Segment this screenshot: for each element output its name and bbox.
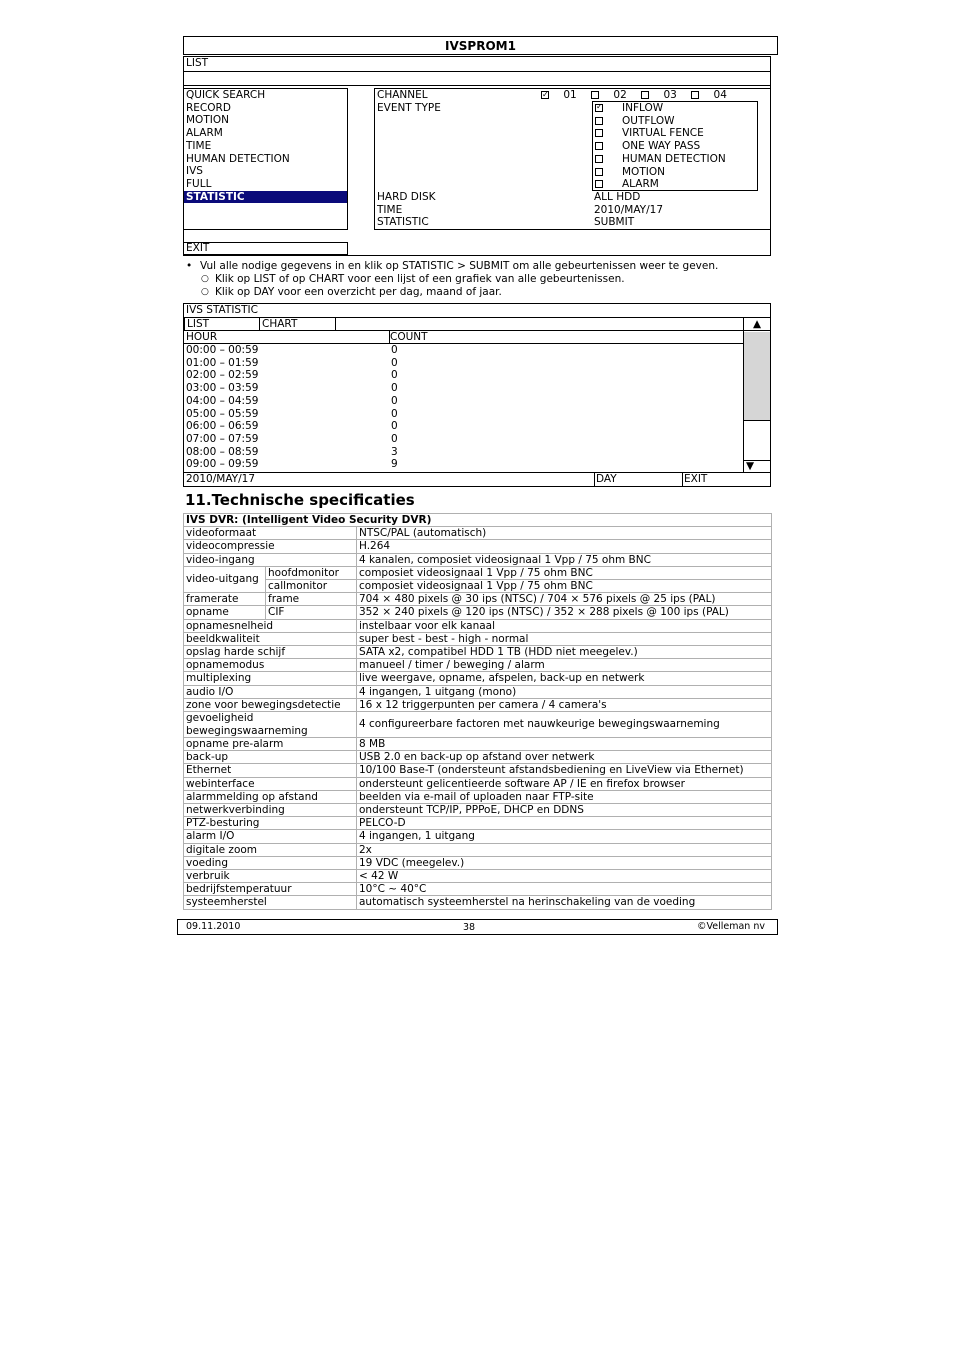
spec-value: 4 ingangen, 1 uitgang (mono) — [357, 685, 772, 698]
exit-button[interactable]: EXIT — [183, 242, 348, 255]
menu-item-ivs[interactable]: IVS — [186, 165, 203, 178]
table-row — [184, 566, 772, 579]
spec-label: back-up — [184, 751, 357, 764]
spec-label: digitale zoom — [184, 843, 357, 856]
channel-02-label: 02 — [613, 89, 627, 101]
spec-sublabel: CIF — [266, 606, 357, 619]
spec-label: multiplexing — [184, 672, 357, 685]
ivs-statistic-screen — [183, 303, 771, 487]
event-one-way-pass-checkbox[interactable] — [595, 142, 603, 150]
spec-label: webinterface — [184, 777, 357, 790]
table-row — [184, 738, 772, 751]
spec-value: 4 ingangen, 1 uitgang — [357, 830, 772, 843]
spec-value: ondersteunt gelicentieerde software AP / IE en firefox browser — [357, 777, 772, 790]
instruction-bullet: • — [186, 260, 193, 272]
spec-value: automatisch systeemherstel na herinschakeling van de voeding — [357, 896, 772, 909]
table-row — [184, 856, 772, 869]
spec-label: systeemherstel — [184, 896, 357, 909]
spec-label: verbruik — [184, 870, 357, 883]
scrollbar[interactable] — [743, 317, 771, 473]
spec-label: opname — [184, 606, 266, 619]
table-row — [184, 593, 772, 606]
channel-03-label: 03 — [663, 89, 677, 101]
menu-item-full[interactable]: FULL — [186, 177, 212, 190]
channel-04-checkbox[interactable] — [691, 91, 699, 99]
spec-label: netwerkverbinding — [184, 804, 357, 817]
spec-value: 2x — [357, 843, 772, 856]
instruction-main: Vul alle nodige gegevens in en klik op STATISTIC > SUBMIT om alle gebeurtenissen weer te geven. — [200, 260, 719, 272]
spec-value: PELCO-D — [357, 817, 772, 830]
event-virtual-fence-checkbox[interactable] — [595, 129, 603, 137]
spec-label: opnamesnelheid — [184, 619, 357, 632]
table-row — [184, 606, 772, 619]
spec-value: manueel / timer / beweging / alarm — [357, 659, 772, 672]
spec-value: 8 MB — [357, 738, 772, 751]
table-row: 07:00 – 07:59 0 — [186, 432, 398, 445]
event-alarm[interactable]: ALARM — [593, 178, 757, 191]
spec-label: voeding — [184, 856, 357, 869]
header-divider-top — [184, 330, 744, 331]
spec-value: < 42 W — [357, 870, 772, 883]
event-outflow-checkbox[interactable] — [595, 117, 603, 125]
day-button[interactable]: DAY — [596, 473, 617, 485]
table-row — [184, 632, 772, 645]
spec-label: video-uitgang — [184, 566, 266, 592]
submit-button[interactable]: SUBMIT — [594, 216, 635, 229]
exit-divider — [682, 472, 683, 486]
spec-label: framerate — [184, 593, 266, 606]
tab-list[interactable]: LIST — [184, 317, 260, 331]
menu-item-quick-search[interactable]: QUICK SEARCH — [186, 89, 266, 101]
column-header-count: COUNT — [390, 331, 428, 343]
menu-item-time[interactable]: TIME — [186, 139, 212, 152]
spec-value: 704 × 480 pixels @ 30 ips (NTSC) / 704 × 576 pixels @ 25 ips (PAL) — [357, 593, 772, 606]
exit-button-statistic[interactable]: EXIT — [684, 473, 708, 485]
tab-spacer — [335, 317, 744, 331]
table-row — [184, 659, 772, 672]
table-row — [184, 883, 772, 896]
table-row — [184, 712, 772, 738]
scroll-down-arrow-icon[interactable]: ▼ — [744, 460, 770, 472]
spec-value: SATA x2, compatibel HDD 1 TB (HDD niet meegelev.) — [357, 646, 772, 659]
table-row: 05:00 – 05:59 0 — [186, 407, 398, 420]
event-inflow[interactable]: ✓ INFLOW — [593, 102, 757, 115]
spec-label: beeldkwaliteit — [184, 632, 357, 645]
tab-chart[interactable]: CHART — [259, 317, 336, 331]
time-value[interactable]: 2010/MAY/17 — [594, 203, 663, 216]
spec-label: PTZ-besturing — [184, 817, 357, 830]
spec-value: 4 configureerbare factoren met nauwkeurige bewegingswaarneming — [357, 712, 772, 738]
list-label: LIST — [186, 57, 209, 69]
statistic-label: STATISTIC — [377, 216, 429, 229]
spec-label: alarm I/O — [184, 830, 357, 843]
event-type-label: EVENT TYPE — [377, 101, 441, 114]
spec-value: beelden via e-mail of uploaden naar FTP-site — [357, 790, 772, 803]
table-row: 00:00 – 00:59 0 — [186, 344, 398, 356]
ivsprom1-screen — [183, 36, 778, 256]
menu-item-human-detection[interactable]: HUMAN DETECTION — [186, 152, 290, 165]
spec-value: 16 x 12 triggerpunten per camera / 4 camera's — [357, 698, 772, 711]
screen-title-bar — [183, 36, 778, 55]
event-human-detection[interactable]: HUMAN DETECTION — [593, 153, 757, 166]
table-row: 04:00 – 04:59 0 — [186, 394, 398, 407]
event-motion[interactable]: MOTION — [593, 166, 757, 179]
spec-value: composiet videosignaal 1 Vpp / 75 ohm BNC — [357, 580, 772, 593]
spec-label: videoformaat — [184, 527, 357, 540]
scrollbar-thumb[interactable] — [744, 332, 770, 421]
table-row: 06:00 – 06:59 0 — [186, 420, 398, 433]
spec-label: videocompressie — [184, 540, 357, 553]
table-row: 01:00 – 01:59 0 — [186, 356, 398, 369]
channel-01-checkbox[interactable] — [541, 91, 549, 99]
event-inflow-checkbox[interactable] — [595, 104, 603, 112]
table-row — [184, 870, 772, 883]
spec-sublabel: frame — [266, 593, 357, 606]
time-label: TIME — [377, 203, 403, 216]
menu-item-motion[interactable]: MOTION — [186, 114, 229, 127]
spec-value: composiet videosignaal 1 Vpp / 75 ohm BNC — [357, 566, 772, 579]
statistic-title: IVS STATISTIC — [186, 304, 258, 316]
table-row — [184, 580, 772, 593]
spec-label: Ethernet — [184, 764, 357, 777]
table-row — [184, 698, 772, 711]
spec-label: zone voor bewegingsdetectie — [184, 698, 357, 711]
spec-value: instelbaar voor elk kanaal — [357, 619, 772, 632]
screen-title: IVSPROM1 — [445, 39, 516, 53]
spec-value: 4 kanalen, composiet videosignaal 1 Vpp / 75 ohm BNC — [357, 553, 772, 566]
spec-value: NTSC/PAL (automatisch) — [357, 527, 772, 540]
event-alarm-checkbox[interactable] — [595, 180, 603, 188]
event-motion-checkbox[interactable] — [595, 168, 603, 176]
right-panel — [374, 88, 771, 230]
table-row — [184, 764, 772, 777]
spec-label: audio I/O — [184, 685, 357, 698]
menu-item-record[interactable]: RECORD — [186, 101, 231, 114]
spec-value: live weergave, opname, afspelen, back-up en netwerk — [357, 672, 772, 685]
footer-page-number: 38 — [463, 922, 476, 933]
spec-label: video-ingang — [184, 553, 357, 566]
spec-sublabel: callmonitor — [266, 580, 357, 593]
table-row: 02:00 – 02:59 0 — [186, 369, 398, 382]
event-outflow[interactable]: OUTFLOW — [593, 115, 757, 128]
channel-02-checkbox[interactable] — [591, 91, 599, 99]
spec-label: opnamemodus — [184, 659, 357, 672]
menu-item-statistic[interactable]: STATISTIC — [184, 191, 347, 203]
sub-bullet-2: ○ — [201, 287, 209, 297]
table-row — [184, 896, 772, 909]
section-title: 11.Technische specificaties — [185, 491, 415, 509]
hard-disk-value[interactable]: ALL HDD — [594, 191, 641, 203]
table-row — [184, 646, 772, 659]
table-row — [184, 540, 772, 553]
channel-label: CHANNEL — [377, 89, 428, 101]
table-row — [184, 553, 772, 566]
spec-value: 10°C ~ 40°C — [357, 883, 772, 896]
column-header-hour: HOUR — [186, 331, 218, 343]
instruction-sub-1: Klik op LIST of op CHART voor een lijst of een grafiek van alle gebeurtenissen. — [215, 273, 625, 285]
channel-01-label: 01 — [563, 89, 577, 101]
spec-sublabel: hoofdmonitor — [266, 566, 357, 579]
menu-item-alarm[interactable]: ALARM — [186, 127, 223, 140]
table-row — [184, 804, 772, 817]
day-divider — [594, 472, 595, 486]
event-one-way-pass[interactable]: ONE WAY PASS — [593, 140, 757, 153]
spec-label: opslag harde schijf — [184, 646, 357, 659]
table-row — [184, 619, 772, 632]
page-footer — [177, 919, 778, 935]
specifications-table — [183, 513, 772, 910]
spec-value: 352 × 240 pixels @ 120 ips (NTSC) / 352 × 288 pixels @ 100 ips (PAL) — [357, 606, 772, 619]
table-row — [184, 514, 772, 527]
table-row — [184, 817, 772, 830]
event-human-detection-checkbox[interactable] — [595, 155, 603, 163]
footer-date: 09.11.2010 — [186, 921, 241, 932]
date-display: 2010/MAY/17 — [186, 473, 255, 485]
list-bar[interactable] — [183, 56, 771, 72]
spec-value: ondersteunt TCP/IP, PPPoE, DHCP en DDNS — [357, 804, 772, 817]
spec-label: gevoeligheid bewegingswaarneming — [184, 712, 357, 738]
blank-separator-line — [183, 85, 771, 86]
hard-disk-label: HARD DISK — [377, 191, 436, 203]
table-row — [184, 527, 772, 540]
table-row — [184, 685, 772, 698]
sub-bullet-1: ○ — [201, 274, 209, 284]
scroll-up-arrow-icon[interactable]: ▲ — [744, 318, 770, 331]
spec-value: 10/100 Base-T (ondersteunt afstandsbediening en LiveView via Ethernet) — [357, 764, 772, 777]
table-row — [184, 830, 772, 843]
table-row — [184, 777, 772, 790]
event-type-list — [592, 101, 758, 191]
spec-header: IVS DVR: (Intelligent Video Security DVR) — [184, 514, 772, 527]
table-row — [184, 843, 772, 856]
table-row: 03:00 – 03:59 0 — [186, 382, 398, 395]
spec-value: H.264 — [357, 540, 772, 553]
column-divider — [389, 330, 390, 344]
event-virtual-fence[interactable]: VIRTUAL FENCE — [593, 127, 757, 140]
left-menu — [183, 88, 348, 230]
table-row — [184, 751, 772, 764]
statistic-rows — [184, 344, 744, 472]
spec-value: USB 2.0 en back-up op afstand over netwerk — [357, 751, 772, 764]
spec-value: super best - best - high - normal — [357, 632, 772, 645]
instruction-sub-2: Klik op DAY voor een overzicht per dag, maand of jaar. — [215, 286, 502, 298]
channel-04-label: 04 — [713, 89, 727, 101]
spec-label: opname pre-alarm — [184, 738, 357, 751]
table-row — [184, 672, 772, 685]
table-row — [184, 790, 772, 803]
table-row: 08:00 – 08:59 3 — [186, 445, 398, 458]
footer-company: ©Velleman nv — [697, 921, 765, 932]
spec-label: alarmmelding op afstand — [184, 790, 357, 803]
table-row: 09:00 – 09:59 9 — [186, 458, 398, 471]
spec-label: bedrijfstemperatuur — [184, 883, 357, 896]
spec-value: 19 VDC (meegelev.) — [357, 856, 772, 869]
channel-03-checkbox[interactable] — [641, 91, 649, 99]
